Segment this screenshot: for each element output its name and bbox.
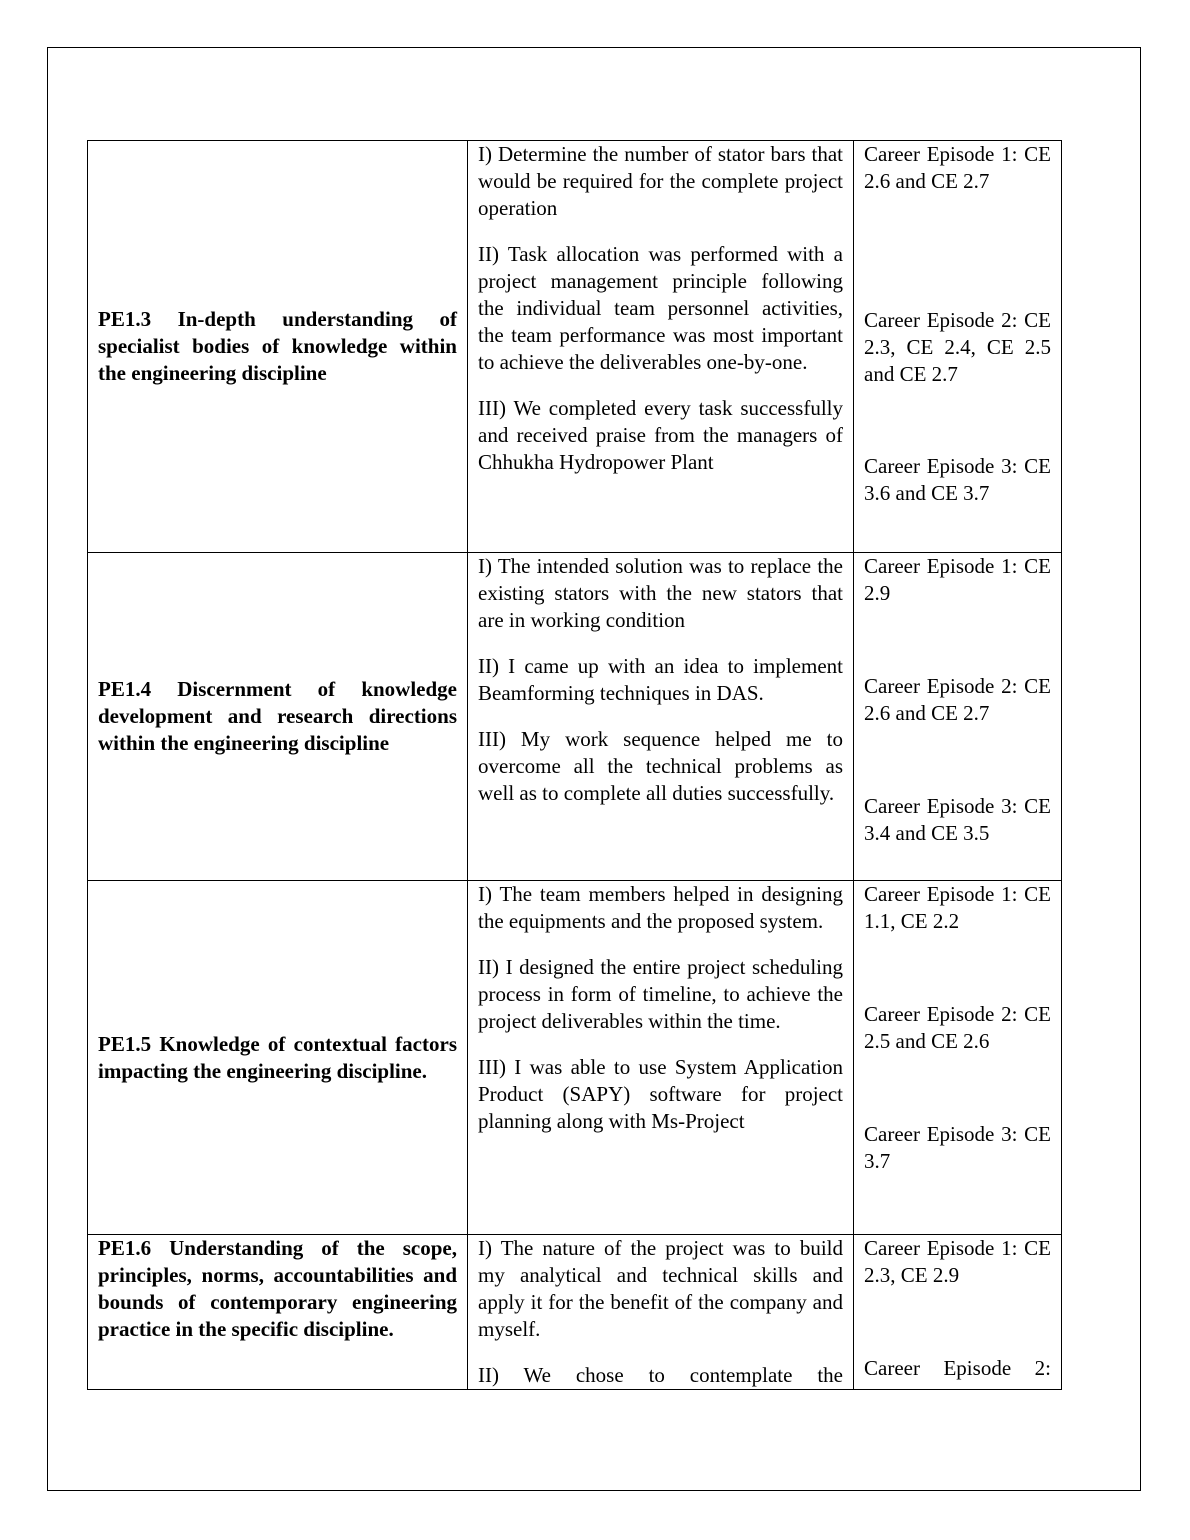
episode-ref: Career Episode 3: CE 3.6 and CE 3.7: [864, 454, 1051, 505]
episode-ref: Career Episode 2: CE 2.6 and CE 2.7: [864, 674, 1051, 725]
episodes-cell: [854, 553, 1062, 881]
episodes-cell: [854, 1235, 1062, 1390]
episode-ref: Career Episode 1: CE 2.3, CE 2.9: [864, 1236, 1051, 1287]
episodes-cell: [854, 141, 1062, 553]
episode-ref: Career Episode 1: CE 2.6 and CE 2.7: [864, 142, 1051, 193]
table-row: [88, 881, 1062, 1235]
episode-ref: Career Episode 2:: [864, 1356, 1051, 1380]
table-row: [88, 553, 1062, 881]
pe-cell: [88, 881, 468, 1235]
activity-text: II) I came up with an idea to implement Beamforming techniques in DAS.: [478, 654, 843, 705]
activities-cell: [468, 881, 854, 1235]
pe-label: PE1.6 Understanding of the scope, principles, norms, accountabilities and bounds of contemporary engineering practice in the specific discipline.: [98, 1236, 457, 1341]
pe-label: PE1.4 Discernment of knowledge development and research directions within the engineering discipline: [98, 677, 457, 755]
activity-text: III) I was able to use System Application Product (SAPY) software for project planning along with Ms-Project: [478, 1055, 843, 1133]
activity-text: II) I designed the entire project scheduling process in form of timeline, to achieve the project deliverables within the time.: [478, 955, 843, 1033]
activities-clip: [478, 1235, 843, 1389]
activity-text: III) My work sequence helped me to overcome all the technical problems as well as to complete all duties successfully.: [478, 727, 843, 805]
pe-cell: [88, 1235, 468, 1390]
activities-cell: [468, 1235, 854, 1390]
activities-cell: [468, 553, 854, 881]
episode-ref: Career Episode 3: CE 3.4 and CE 3.5: [864, 794, 1051, 845]
table-row: [88, 141, 1062, 553]
activities-cell: [468, 141, 854, 553]
pe-label: PE1.3 In-depth understanding of specialist bodies of knowledge within the engineering discipline: [98, 307, 457, 385]
pe-cell: [88, 141, 468, 553]
activity-text: I) The team members helped in designing the equipments and the proposed system.: [478, 882, 843, 933]
episode-ref: Career Episode 3: CE 3.7: [864, 1122, 1051, 1173]
episodes-cell: [854, 881, 1062, 1235]
episode-ref: Career Episode 2: CE 2.3, CE 2.4, CE 2.5 and CE 2.7: [864, 308, 1051, 386]
episode-ref: Career Episode 1: CE 1.1, CE 2.2: [864, 882, 1051, 933]
activity-text: I) Determine the number of stator bars that would be required for the complete project operation: [478, 142, 843, 220]
activity-text: III) We completed every task successfully and received praise from the managers of Chhukha Hydropower Plant: [478, 396, 843, 474]
episode-ref: Career Episode 1: CE 2.9: [864, 554, 1051, 605]
competency-table: [87, 140, 1062, 1390]
activity-text: I) The intended solution was to replace the existing stators with the new stators that are in working condition: [478, 554, 843, 632]
activity-text: II) We chose to contemplate the: [478, 1363, 843, 1387]
pe-cell: [88, 553, 468, 881]
activity-text: I) The nature of the project was to build my analytical and technical skills and apply it for the benefit of the company and myself.: [478, 1236, 843, 1341]
episode-ref: Career Episode 2: CE 2.5 and CE 2.6: [864, 1002, 1051, 1053]
pe-label: PE1.5 Knowledge of contextual factors impacting the engineering discipline.: [98, 1031, 457, 1083]
table-row: [88, 1235, 1062, 1390]
activity-text: II) Task allocation was performed with a project management principle following the individual team personnel activities, the team performance was most important to achieve the deliverables one-by-one.: [478, 242, 843, 374]
